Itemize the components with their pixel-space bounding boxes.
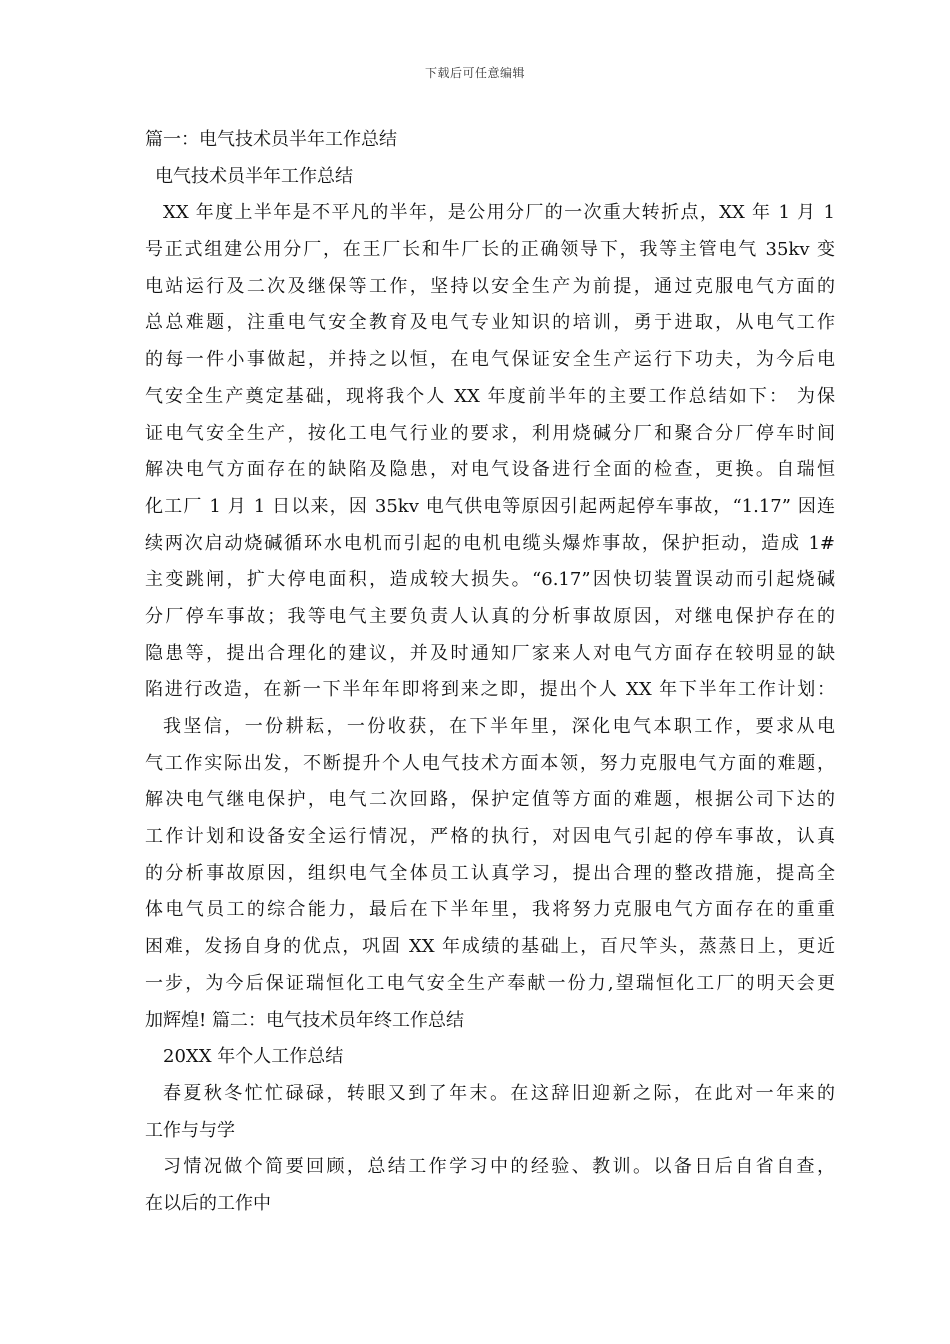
paragraph-line: 证电气安全生产，按化工电气行业的要求，利用烧碱分厂和聚合分厂停车时间 [145,422,835,444]
paragraph-line: 工作计划和设备安全运行情况，严格的执行，对因电气引起的停车事故，认真 [145,826,835,848]
paragraph-line: 的每一件小事做起，并持之以恒，在电气保证安全生产运行下功夫，为今后电 [145,349,835,371]
paragraph-line: 化工厂 1 月 1 日以来，因 35kv 电气供电等原因引起两起停车事故，“1.17” 因连 [145,495,835,517]
paragraph-line: 困难，发扬自身的优点，巩固 XX 年成绩的基础上，百尺竿头，蒸蒸日上，更近 [145,936,835,958]
paragraph-line: 体电气员工的综合能力，最后在下半年里，我将努力克服电气方面存在的重重 [145,899,835,921]
paragraph-line: 解决电气方面存在的缺陷及隐患，对电气设备进行全面的检查，更换。自瑞恒 [145,459,835,481]
paragraph-line: 气安全生产奠定基础，现将我个人 XX 年度前半年的主要工作总结如下： 为保 [145,385,835,407]
paragraph-line: 一步，为今后保证瑞恒化工电气安全生产奉献一份力,望瑞恒化工厂的明天会更 [145,972,835,994]
paragraph-line: 解决电气继电保护，电气二次回路，保护定值等方面的难题，根据公司下达的 [145,789,835,811]
paragraph-line: 陷进行改造，在新一下半年年即将到来之即，提出个人 XX 年下半年工作计划： [145,679,835,701]
paragraph-line: 加辉煌! 篇二：电气技术员年终工作总结 [145,1009,464,1031]
section-subtitle: 20XX 年个人工作总结 [163,1046,344,1068]
paragraph-line: 主变跳闸，扩大停电面积，造成较大损失。“6.17”因快切装置误动而引起烧碱 [145,569,835,591]
paragraph-line: 分厂停车事故；我等电气主要负责人认真的分析事故原因，对继电保护存在的 [145,605,835,627]
paragraph-line: XX 年度上半年是不平凡的半年，是公用分厂的一次重大转折点，XX 年 1 月 1 [163,202,835,224]
document-body [145,118,835,1223]
paragraph-line: 春夏秋冬忙忙碌碌，转眼又到了年末。在这辞旧迎新之际，在此对一年来的 [163,1082,835,1104]
paragraph-line: 电站运行及二次及继保等工作，坚持以安全生产为前提，通过克服电气方面的 [145,275,835,297]
paragraph-line: 工作与与学 [145,1119,235,1141]
paragraph-line: 总总难题，注重电气安全教育及电气专业知识的培训，勇于进取，从电气工作 [145,312,835,334]
paragraph-line: 续两次启动烧碱循环水电机而引起的电机电缆头爆炸事故，保护拒动，造成 1# [145,532,835,554]
paragraph-line: 隐患等，提出合理化的建议，并及时通知厂家来人对电气方面存在较明显的缺 [145,642,835,664]
paragraph-line: 习情况做个简要回顾，总结工作学习中的经验、教训。以备日后自省自查， [163,1156,835,1178]
paragraph-line: 在以后的工作中 [145,1192,271,1214]
header-note: 下载后可任意编辑 [424,66,525,80]
section-title: 篇一：电气技术员半年工作总结 [145,129,397,150]
paragraph-line: 的分析事故原因，组织电气全体员工认真学习，提出合理的整改措施，提高全 [145,862,835,884]
paragraph-line: 号正式组建公用分厂，在王厂长和牛厂长的正确领导下，我等主管电气 35kv 变 [145,239,835,261]
subtitle: 电气技术员半年工作总结 [155,165,353,187]
paragraph-line: 我坚信，一份耕耘，一份收获，在下半年里，深化电气本职工作，要求从电 [163,716,835,737]
paragraph-line: 气工作实际出发，不断提升个人电气技术方面本领，努力克服电气方面的难题， [145,752,835,774]
